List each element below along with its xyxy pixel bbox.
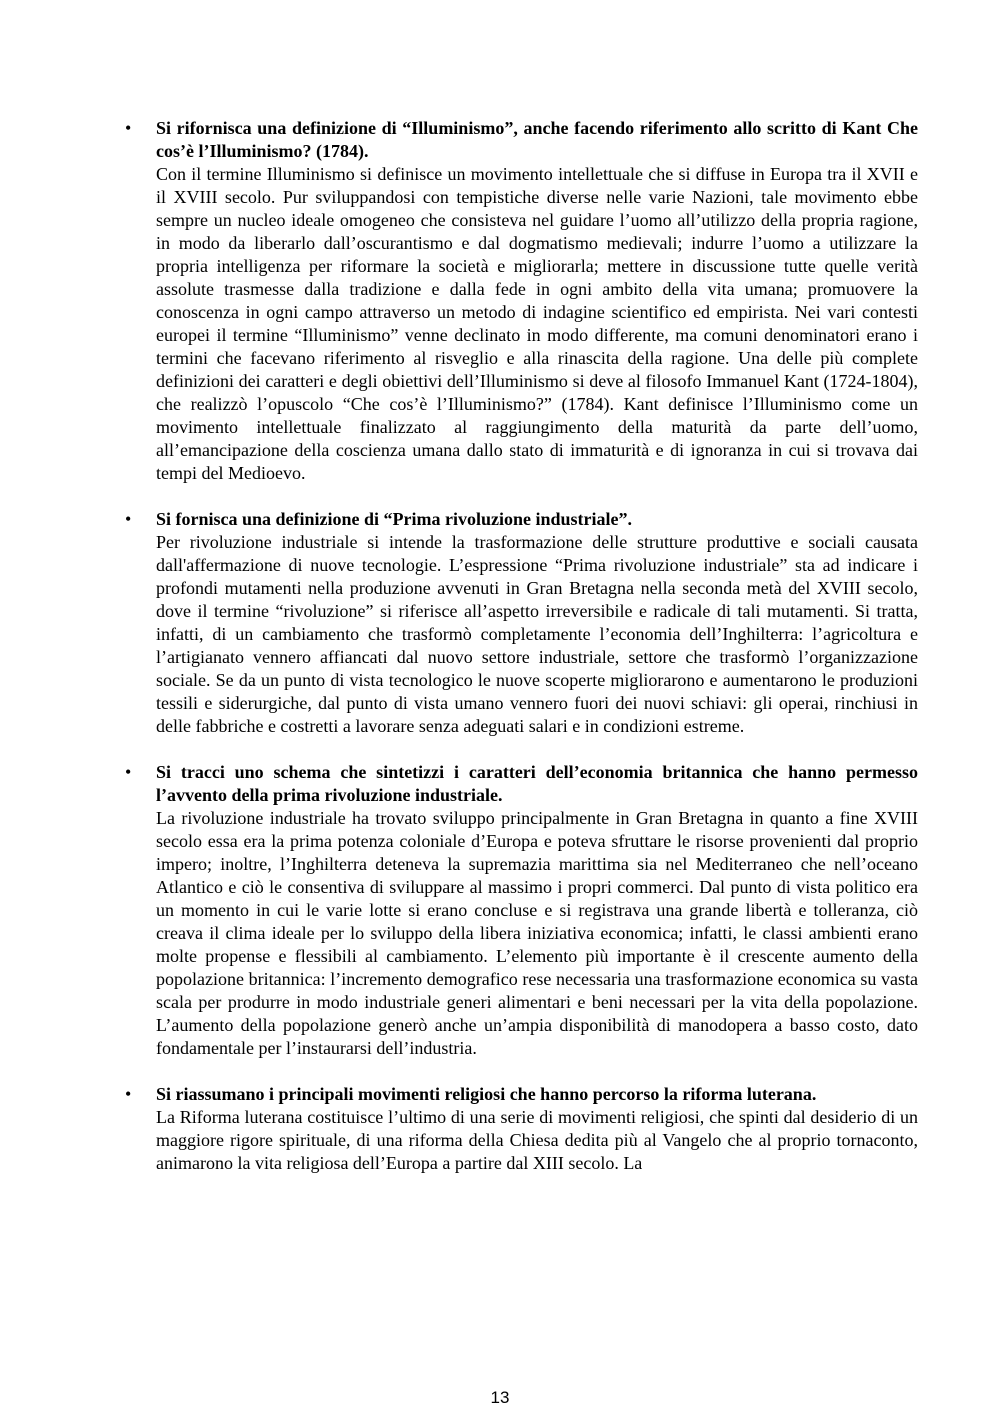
list-item-rivoluzione-industriale bbox=[118, 508, 918, 738]
question-heading: Si riassumano i principali movimenti religiosi che hanno percorso la riforma luterana. bbox=[156, 1084, 817, 1104]
bullet-icon: • bbox=[125, 762, 132, 782]
answer-paragraph: La rivoluzione industriale ha trovato sviluppo principalmente in Gran Bretagna in quanto a fine XVIII secolo essa era la prima potenza coloniale d’Europa e poteva sfruttare le risorse provenienti dal proprio impero; inoltre, l’Inghilterra deteneva la supremazia marittima sia nel Mediterraneo che nell’oceano Atlantico e ciò le consentiva di sviluppare al massimo i propri commerci. Dal punto di vista politico era un momento in cui le varie lotte si erano concluse e si registrava una grande libertà e tolleranza, ciò creava il clima ideale per lo sviluppo della libera iniziativa economica; infatti, le classi ambienti erano molte propense e flessibili al cambiamento. L’elemento più importante è il crescente aumento della popolazione britannica: l’incremento demografico rese necessaria una trasformazione economica su vasta scala per produrre in modo industriale generi alimentari e beni necessari per la vita della popolazione. L’aumento della popolazione generò anche un’ampia disponibilità di manodopera a basso costo, dato fondamentale per l’instaurarsi dell’industria. bbox=[156, 808, 918, 1058]
answer-paragraph: Con il termine Illuminismo si definisce un movimento intellettuale che si diffuse in Europa tra il XVII e il XVIII secolo. Pur sviluppandosi con tempistiche diverse nelle varie Nazioni, tale movimento ebbe sempre un nucleo ideale omogeneo che consisteva nel guidare l’uomo all’utilizzo della propria ragione, in modo da liberarlo dall’oscurantismo e dal dogmatismo medievali; indurre l’uomo a utilizzare la propria intelligenza per riformare la società e migliorarla; mettere in discussione tutte quelle verità assolute trasmesse dalla tradizione e dalla fede in ogni ambito della vita umana; promuovere la conoscenza in ogni campo attraverso un metodo di indagine scientifico ed empirista. Nei vari contesti europei il termine “Illuminismo” venne declinato in modo differente, ma comuni denominatori erano i termini che facevano riferimento al risveglio e alla rinascita della ragione. Una delle più complete definizioni dei caratteri e degli obiettivi dell’Illuminismo si deve al filosofo Immanuel Kant (1724-1804), che realizzò l’opuscolo “Che cos’è l’Illuminismo?” (1784). Kant definisce l’Illuminismo come un movimento intellettuale finalizzato al raggiungimento della maturità da parte dell’uomo, all’emancipazione della coscienza umana dallo stato di immaturità e di ignoranza in cui si trovava dai tempi del Medioevo. bbox=[156, 164, 918, 483]
page-number: 13 bbox=[490, 1388, 510, 1407]
answer-paragraph: Per rivoluzione industriale si intende la trasformazione delle strutture produttive e sociali causata dall'affermazione di nuove tecnologie. L’espressione “Prima rivoluzione industriale” sta ad indicare i profondi mutamenti nella produzione avvenuti in Gran Bretagna nella seconda metà del XVIII secolo, dove il termine “rivoluzione” si riferisce all’aspetto irreversibile e radicale di tali mutamenti. Si tratta, infatti, di un cambiamento che trasformò completamente l’economia dell’Inghilterra: l’agricoltura e l’artigianato vennero affiancati dal nuovo settore industriale, settore che trasformò l’organizzazione sociale. Se da un punto di vista tecnologico le nuove scoperte migliorarono e aumentarono le produzioni tessili e siderurgiche, dal punto di vista umano vennero fuori dei nuovi schiavi: gli operai, rinchiusi in delle fabbriche e costretti a lavorare senza adeguati salari e in condizioni estreme. bbox=[156, 532, 918, 736]
question-heading: Si fornisca una definizione di “Prima rivoluzione industriale”. bbox=[156, 509, 633, 529]
list-item-economia-britannica bbox=[118, 761, 918, 1060]
list-item-illuminismo bbox=[118, 117, 918, 485]
bullet-icon: • bbox=[125, 509, 132, 529]
bullet-icon: • bbox=[125, 1084, 132, 1104]
question-heading: Si rifornisca una definizione di “Illuminismo”, anche facendo riferimento allo scritto di Kant Che cos’è l’Illuminismo? (1784). bbox=[156, 118, 918, 161]
list-item-riforma-luterana bbox=[118, 1083, 918, 1175]
question-heading: Si tracci uno schema che sintetizzi i caratteri dell’economia britannica che hanno permesso l’avvento della prima rivoluzione industriale. bbox=[156, 762, 918, 805]
document-body bbox=[118, 117, 918, 1198]
answer-paragraph: La Riforma luterana costituisce l’ultimo di una serie di movimenti religiosi, che spinti dal desiderio di un maggiore rigore spirituale, di una riforma della Chiesa dedita più al Vangelo che al proprio tornaconto, animarono la vita religiosa dell’Europa a partire dal XIII secolo. La bbox=[156, 1107, 918, 1173]
bullet-icon: • bbox=[125, 118, 132, 138]
